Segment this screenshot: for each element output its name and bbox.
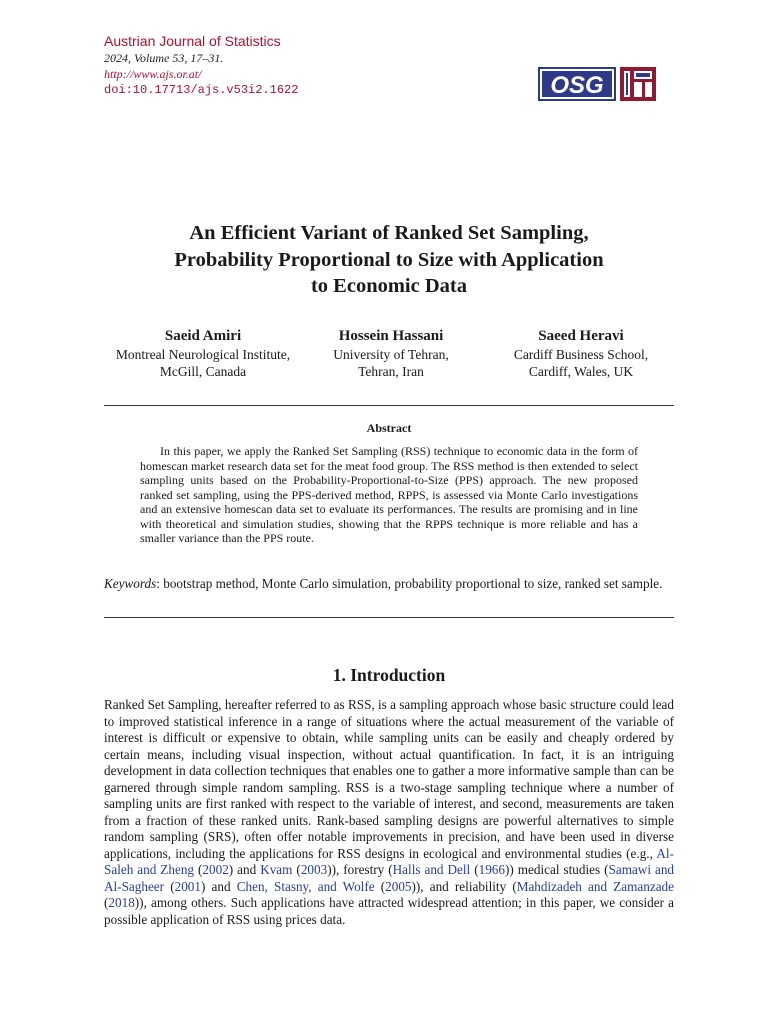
citation-link[interactable]: Kvam [260,862,293,877]
citation-year-link[interactable]: 2001 [174,878,201,894]
intro-text: Ranked Set Sampling, hereafter referred to as RSS, is a sampling approach whose basic structure could lead to improved statistical inference in a range of situations where the actual measurement of the variable of interest is difficult or expensive to obtain, while sampling units can be easily and cheaply ordered by certain means, including visual inspection, without actual quantification. In fact, it is an intriguing development in data collection techniques that enables one to gather a more informative sample than can be garnered through simple random sampling. RSS is a two-stage sampling technique where a number of sampling units are first ranked with respect to the variable of interest, and second, measurements are taken from a fraction of these ranked units. Rank-based sampling designs are powerful alternatives to simple random sampling (SRS), often offer notable improvements in precision, and have been used in diverse applications, including the applications for RSS designs in ecological and environmental studies (e.g., [104,697,674,861]
paper-title [104,220,674,300]
keywords-text: : bootstrap method, Monte Carlo simulation, probability proportional to size, ranked set sample. [156,576,663,591]
author-location: Cardiff, Wales, UK [528,364,634,379]
keywords-label: Keywords [104,576,157,591]
osg-logo-text: OSG [550,72,604,99]
journal-name: Austrian Journal of Statistics [104,33,281,49]
abstract-text: In this paper, we apply the Ranked Set Sampling (RSS) technique to economic data in the form of homescan market research data set for the meat food group. The RSS method is then extended to select sampling units based on the Probability-Proportional-to-Size (PPS) approach. The new proposed ranked set sampling, using the PPS-derived method, RPPS, is assessed via Monte Carlo investigations and an extensive homescan data set to evaluate its performances. The results are promising and in line with theoretical and simulation studies, showing that the RPPS technique is more reliable and has a smaller variance than the PPS route. [140,444,638,545]
citation-year-link[interactable]: 2018 [108,895,135,910]
intro-text: )) medical studies ( [504,862,609,877]
intro-text: ( [374,878,386,894]
author-block [320,326,462,380]
author-location: Tehran, Iran [358,364,424,379]
abstract-heading: Abstract [366,421,412,435]
title-line-2: Probability Proportional to Size with Application [174,248,604,271]
journal-volume: 2024, Volume 53, 17–31. [104,51,224,65]
intro-text: ( [470,862,479,877]
intro-text: ( [194,862,203,877]
author-location: McGill, Canada [159,364,247,379]
author-affiliation: Cardiff Business School, [513,347,649,362]
title-line-1: An Efficient Variant of Ranked Set Sampling, [189,222,589,244]
abstract-body [140,444,638,546]
citation-link[interactable]: Samawi and Al-Sagheer [104,862,675,894]
author-name: Saeed Heravi [538,328,624,344]
journal-url[interactable]: http://www.ajs.or.at/ [104,67,202,81]
intro-paragraph [104,697,674,928]
citation-link[interactable]: Halls and Dell [392,862,471,877]
osg-logo [538,67,656,101]
intro-text: ) and [200,878,237,894]
author-affiliation: University of Tehran, [333,347,449,362]
citation-year-link[interactable]: 1966 [478,862,505,877]
section-heading: 1. Introduction [332,665,446,685]
citation-link[interactable]: Chen, Stasny, and Wolfe [236,878,375,894]
citation-link[interactable]: Al-Saleh and Zheng [104,845,674,877]
citation-year-link[interactable]: 2003 [300,862,328,877]
doi-link[interactable]: doi:10.17713/ajs.v53i2.1622 [104,83,299,97]
journal-header [104,33,298,98]
author-block [98,326,308,380]
intro-text: ( [292,862,301,877]
intro-text: )), and reliability ( [411,878,517,894]
author-block [496,326,666,380]
title-line-3: to Economic Data [310,275,467,297]
intro-text: ( [164,878,175,894]
citation-link[interactable]: Mahdizadeh and Zamanzade [516,878,674,894]
intro-text: ( [104,895,109,910]
abstract-top-rule [104,405,674,406]
intro-text: )), among others. Such applications have attracted widespread attention; in this paper, we consider a possible application of RSS using prices data. [104,895,674,927]
author-name: Saeid Amiri [164,328,242,344]
intro-text: )), forestry ( [327,862,393,877]
citation-year-link[interactable]: 2002 [202,862,229,877]
citation-year-link[interactable]: 2005 [385,878,412,894]
keywords [104,575,674,592]
abstract-bottom-rule [104,617,674,618]
author-name: Hossein Hassani [338,328,444,344]
intro-text: ) and [228,862,261,877]
author-affiliation: Montreal Neurological Institute, [115,347,291,362]
